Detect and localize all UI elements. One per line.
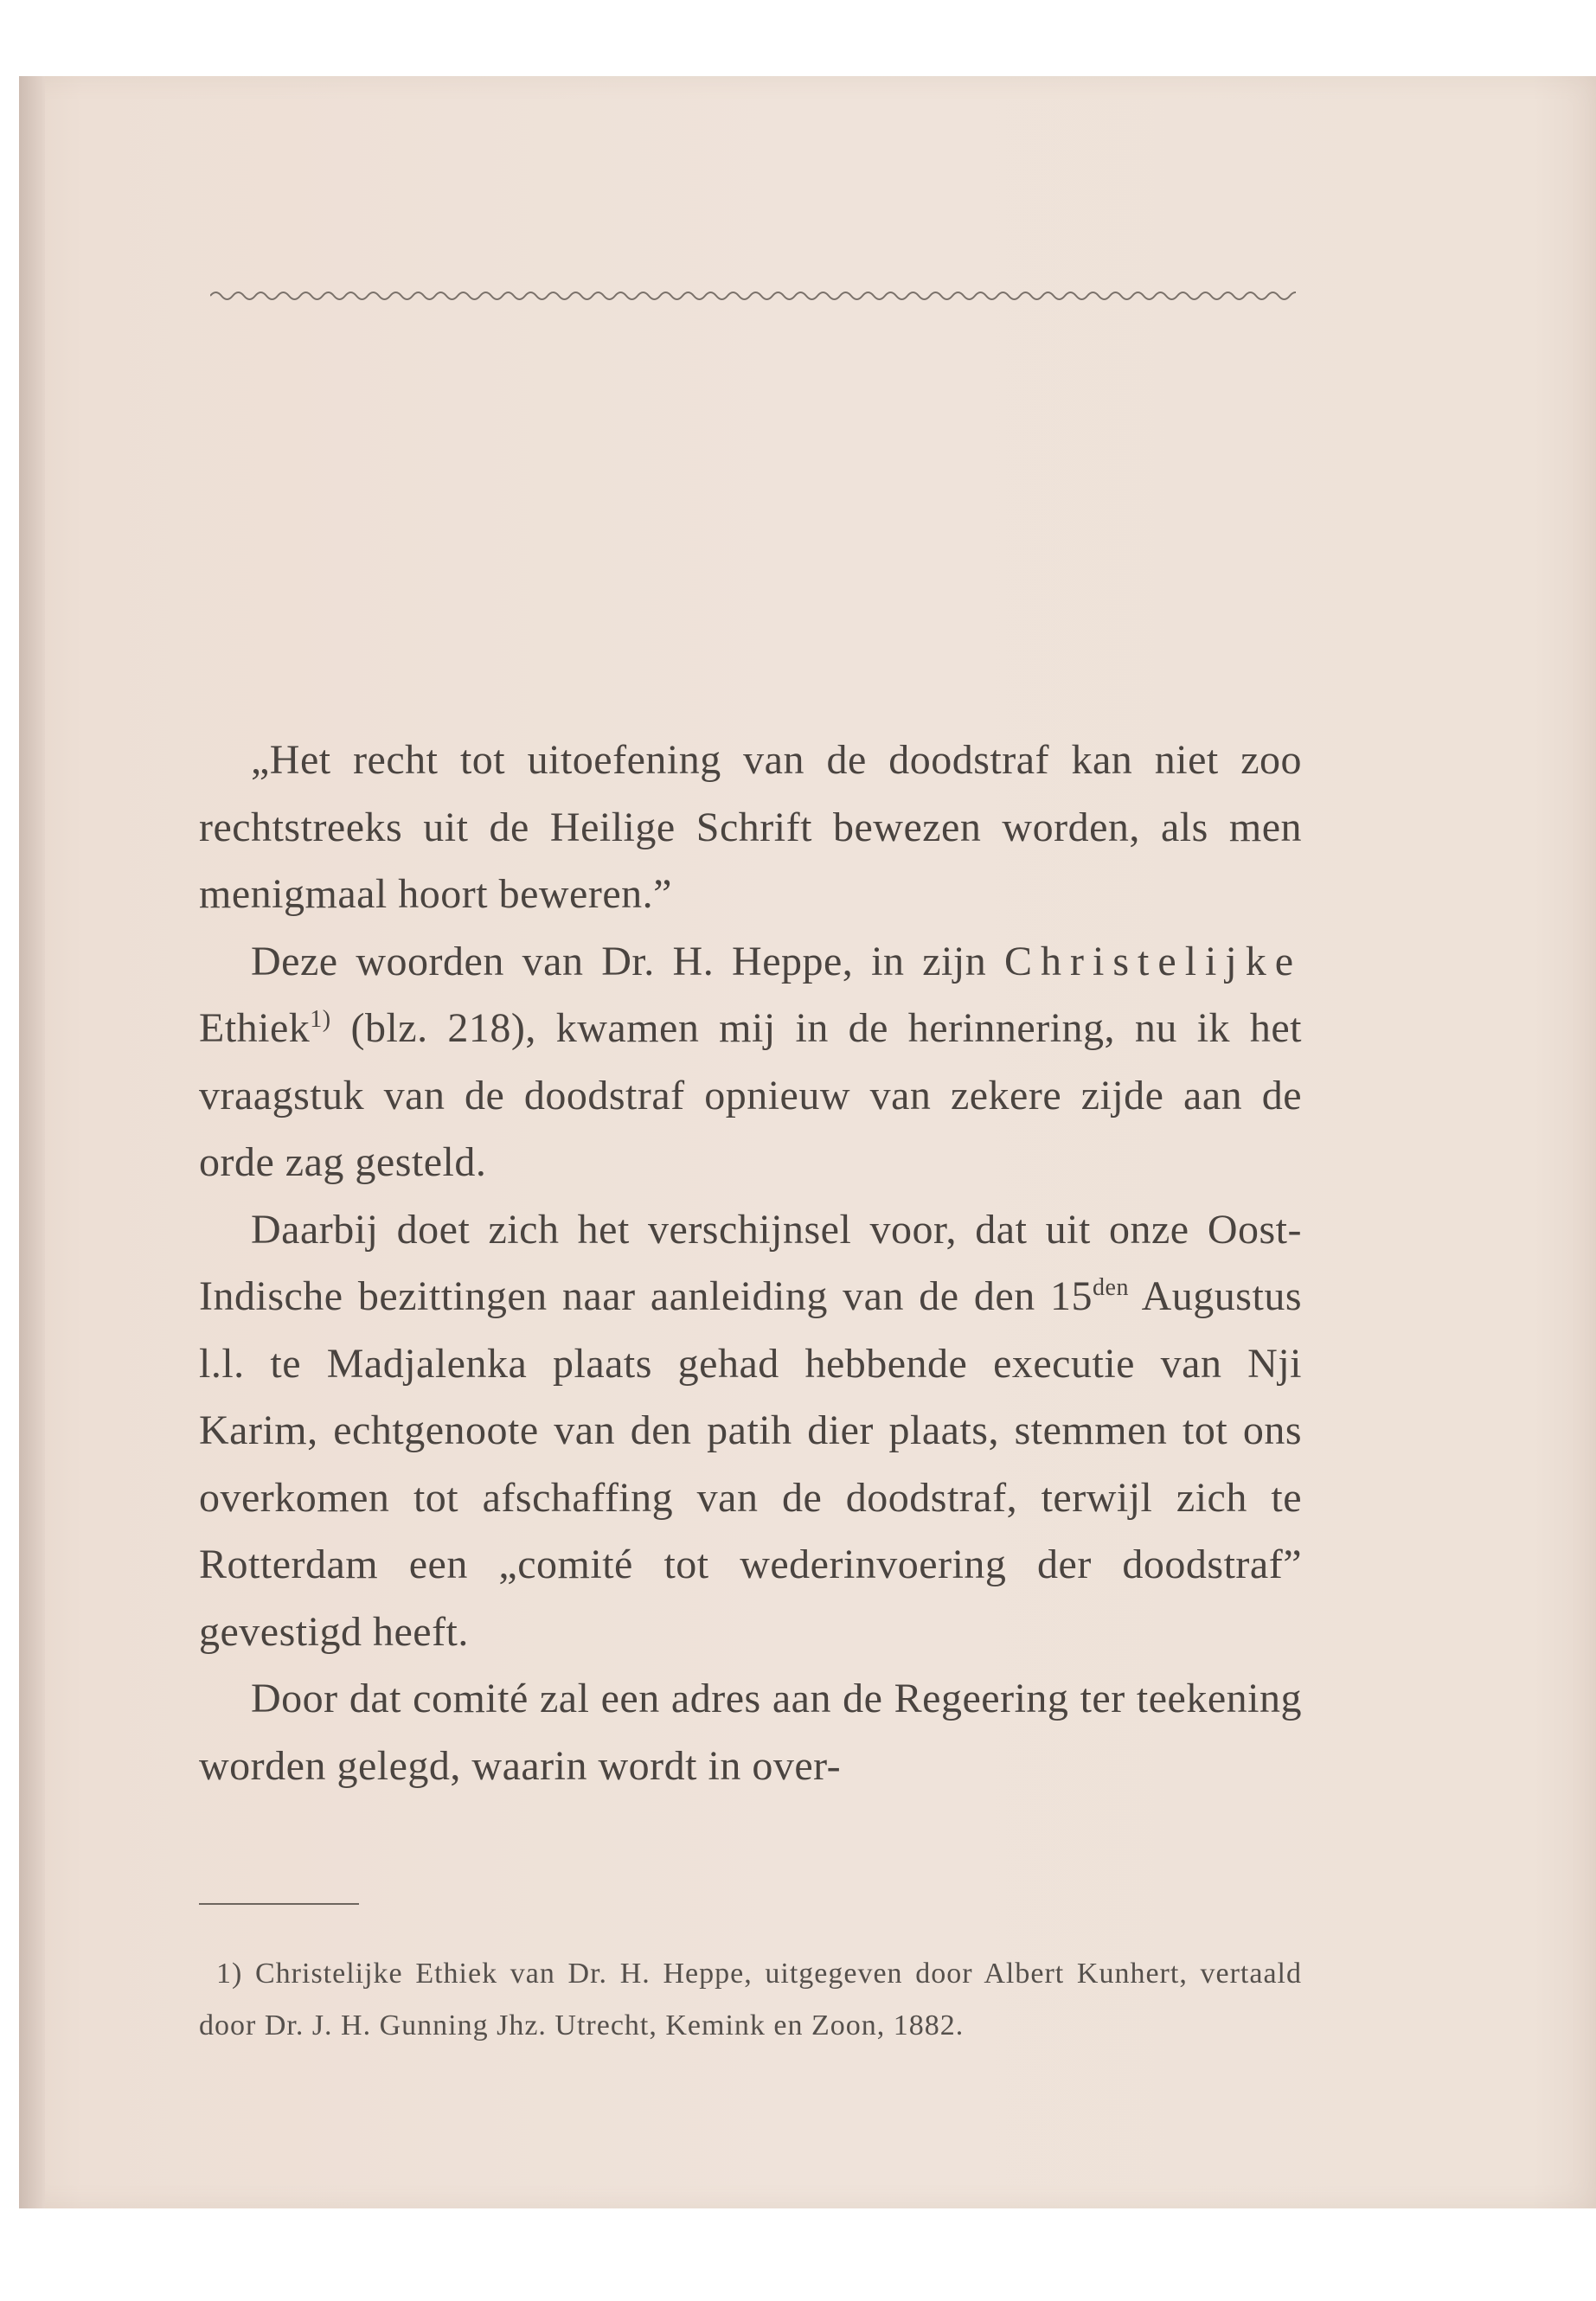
ordinal-superscript: den bbox=[1093, 1274, 1129, 1301]
paragraph-4: Door dat comité zal een adres aan de Regeering ter teekening worden gelegd, waarin wordt in over- bbox=[199, 1676, 1302, 1789]
footnote-separator bbox=[199, 1903, 359, 1905]
paragraph-1: „Het recht tot uitoefening van de doodstraf kan niet zoo rechtstreeks uit de Heilige Schrift bewezen worden, als men menigmaal hoort beweren.” bbox=[199, 737, 1302, 917]
page-edge-shadow bbox=[19, 76, 45, 2208]
footnote-ref: 1) bbox=[310, 1006, 331, 1033]
paragraph-3: Daarbij doet zich het verschijnsel voor, dat uit onze Oost-Indische bezittingen naar aanleiding van de den $15^{den}$ Augustus l.l. te Madjalenka plaats gehad hebbende executie van Nji Karim, echtgenoote van den patih dier plaats, stemmen tot ons overkomen tot afschaffing van de doodstraf, terwijl zich te Rotterdam een „comité tot wederinvoering der doodstraf” gevestigd heeft. bbox=[199, 1206, 1302, 1655]
wavy-ornament-rule bbox=[210, 285, 1296, 306]
footnote: 1) Christelijke Ethiek van Dr. H. Heppe, uitgegeven door Albert Kunhert, vertaald door Dr. J. H. Gunning Jhz. Utrecht, Kemink en Zoon, 1882. bbox=[199, 1958, 1302, 2041]
book-title-spaced: Christelijke bbox=[1004, 938, 1302, 984]
paragraph-2: Deze woorden van Dr. H. Heppe, in zijn Christelijke Ethiek$^{1)}$ (blz. 218), kwamen mij in de herinnering, nu ik het vraagstuk van de doodstraf opnieuw van zekere zijde aan de orde zag gesteld. bbox=[199, 938, 1302, 1185]
main-text bbox=[199, 727, 1302, 1799]
